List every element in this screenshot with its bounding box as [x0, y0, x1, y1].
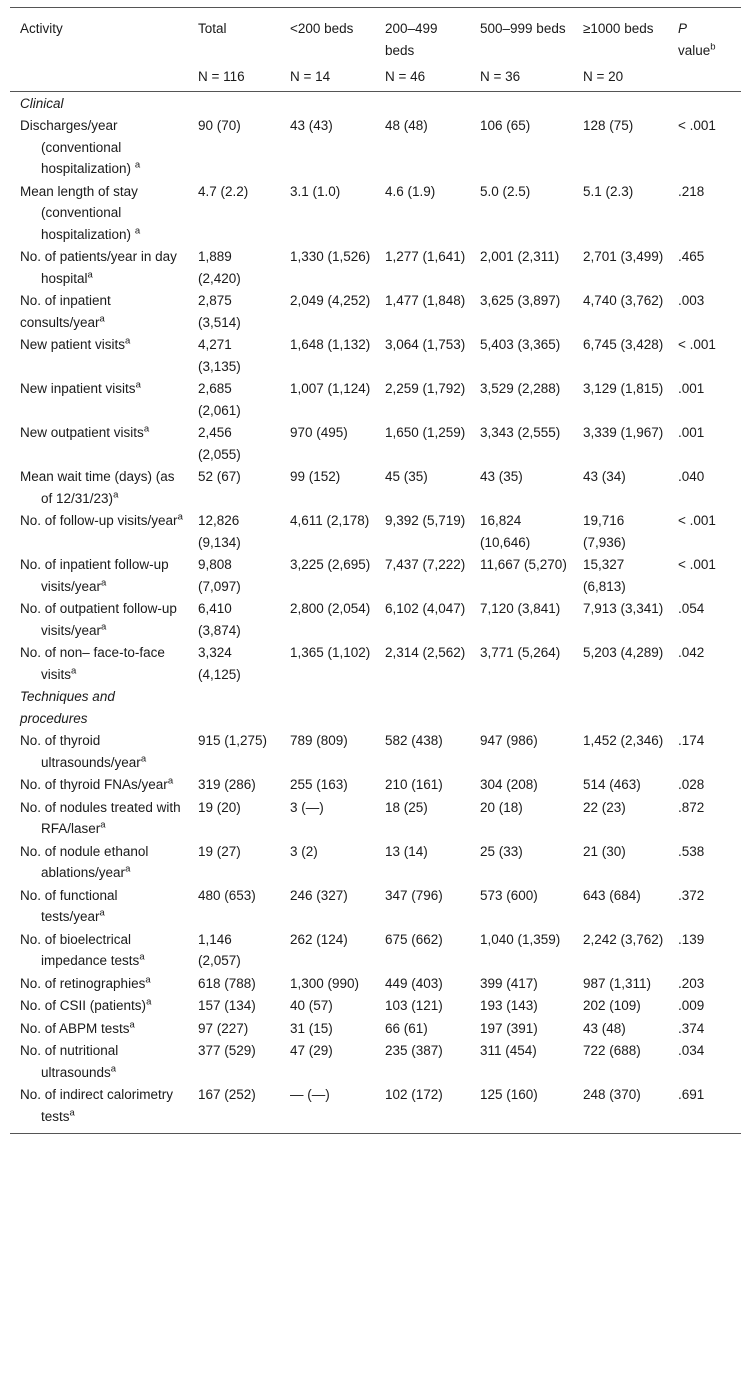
value-ge1000: 2,242 (3,762): [583, 931, 664, 947]
value-p: < .001: [678, 557, 716, 572]
value-200-499: 1,277 (1,641): [385, 249, 466, 264]
p-footnote-mark: b: [710, 41, 716, 52]
table-row: [10, 1039, 741, 1083]
value-ge1000: 987 (1,311): [583, 975, 652, 991]
activity-label-text: No. of patients/year in day hospital: [20, 249, 177, 286]
value-500-999: 5.0 (2.5): [480, 183, 531, 199]
value-ge1000: 3,129 (1,815): [583, 381, 664, 396]
value-500-999: 11,667 (5,270): [480, 557, 567, 572]
count-500-999: N = 36: [470, 66, 573, 91]
value-ge1000: 19,716 (7,936): [583, 513, 626, 550]
activity-label-text: No. of indirect calorimetry tests: [20, 1087, 174, 1124]
footnote-mark: a: [69, 1107, 75, 1118]
value-lt200: 3,225 (2,695): [290, 557, 371, 572]
header-lt200: <200 beds: [290, 21, 354, 36]
value-total: 52 (67): [198, 469, 241, 484]
value-200-499: 675 (662): [385, 931, 443, 947]
value-500-999: 20 (18): [480, 799, 523, 815]
value-500-999: 947 (986): [480, 733, 538, 748]
header-total: Total: [198, 21, 227, 36]
value-p: .040: [678, 469, 705, 484]
value-p: .465: [678, 249, 705, 264]
value-ge1000: 6,745 (3,428): [583, 337, 664, 352]
value-total: 97 (227): [198, 1020, 249, 1036]
footnote-mark: a: [87, 269, 93, 280]
footnote-mark: a: [146, 996, 152, 1008]
value-200-499: 9,392 (5,719): [385, 513, 466, 528]
activity-label-text: No. of thyroid ultrasounds/year: [20, 733, 141, 770]
value-500-999: 3,625 (3,897): [480, 293, 561, 308]
value-200-499: 2,314 (2,562): [385, 645, 466, 660]
section-empty-cell: [375, 685, 470, 729]
value-200-499: 18 (25): [385, 799, 428, 815]
value-p: .203: [678, 975, 705, 991]
value-200-499: 1,650 (1,259): [385, 425, 466, 440]
value-500-999: 16,824 (10,646): [480, 513, 531, 550]
section-empty-cell: [573, 91, 668, 114]
footnote-mark: a: [71, 665, 77, 676]
value-lt200: 1,648 (1,132): [290, 337, 371, 352]
value-ge1000: 514 (463): [583, 777, 641, 792]
value-p: .001: [678, 381, 705, 396]
value-ge1000: 202 (109): [583, 998, 641, 1013]
activity-label-text: Mean wait time (days) (as of 12/31/23): [20, 469, 175, 506]
value-200-499: 582 (438): [385, 733, 443, 748]
activity-label: [10, 421, 188, 465]
activity-label-text: New inpatient visits: [20, 381, 136, 396]
activity-label-text: No. of bioelectrical impedance tests: [20, 931, 140, 968]
count-row: [10, 66, 741, 91]
activity-label: [10, 509, 188, 553]
table-row: [10, 180, 741, 246]
value-total: 167 (252): [198, 1087, 256, 1102]
value-500-999: 1,040 (1,359): [480, 931, 561, 947]
activity-label: [10, 597, 188, 641]
value-lt200: 789 (809): [290, 733, 348, 748]
table-row: [10, 1083, 741, 1134]
value-total: 9,808 (7,097): [198, 557, 241, 594]
value-200-499: 210 (161): [385, 777, 443, 792]
activity-label: [10, 994, 188, 1017]
value-ge1000: 4,740 (3,762): [583, 293, 664, 308]
activity-label: [10, 1083, 188, 1134]
value-200-499: 7,437 (7,222): [385, 557, 466, 572]
value-200-499: 2,259 (1,792): [385, 381, 466, 396]
value-lt200: 99 (152): [290, 469, 341, 484]
value-total: 3,324 (4,125): [198, 645, 241, 682]
section-empty-cell: [668, 91, 741, 114]
value-500-999: 193 (143): [480, 998, 538, 1013]
section-empty-cell: [280, 685, 375, 729]
value-lt200: 3 (—): [290, 799, 324, 815]
footnote-mark: a: [110, 1063, 117, 1074]
value-ge1000: 2,701 (3,499): [583, 249, 664, 264]
header-activity: Activity: [20, 21, 63, 36]
value-lt200: 40 (57): [290, 998, 333, 1013]
value-lt200: 43 (43): [290, 118, 333, 133]
table-row: [10, 421, 741, 465]
activity-label: [10, 773, 188, 796]
activity-label-text: No. of nutritional ultrasounds: [20, 1043, 119, 1080]
value-total: 2,685 (2,061): [198, 381, 241, 418]
activity-label-text: No. of inpatient follow-up visits/year: [20, 557, 169, 594]
activity-label: [10, 465, 188, 509]
value-ge1000: 643 (684): [583, 887, 641, 903]
value-p: .218: [678, 183, 705, 199]
value-200-499: 3,064 (1,753): [385, 337, 466, 352]
section-empty-cell: [188, 91, 280, 114]
value-ge1000: 21 (30): [583, 843, 626, 859]
value-ge1000: 1,452 (2,346): [583, 733, 664, 748]
count-p-empty: [668, 66, 741, 91]
table-row: [10, 597, 741, 641]
activity-label: [10, 553, 188, 597]
value-p: .042: [678, 645, 705, 660]
value-total: 319 (286): [198, 777, 256, 792]
activity-label-text: No. of outpatient follow-up visits/year: [20, 601, 177, 638]
footnote-mark: a: [177, 511, 183, 523]
value-total: 4.7 (2.2): [198, 183, 249, 199]
activity-label-text: No. of inpatient consults/year: [20, 293, 111, 330]
value-500-999: 3,343 (2,555): [480, 425, 561, 440]
value-lt200: 47 (29): [290, 1043, 333, 1058]
value-total: 915 (1,275): [198, 733, 268, 748]
activity-label: [10, 1017, 188, 1040]
footnote-mark: a: [129, 1019, 135, 1030]
activity-table: [10, 7, 741, 1134]
value-500-999: 573 (600): [480, 887, 538, 903]
value-lt200: 2,800 (2,054): [290, 601, 371, 616]
value-200-499: 66 (61): [385, 1020, 428, 1036]
footnote-mark: a: [134, 225, 141, 236]
activity-label-text: No. of CSII (patients): [20, 998, 147, 1013]
value-total: 1,889 (2,420): [198, 249, 241, 286]
value-lt200: 1,330 (1,526): [290, 249, 371, 264]
footnote-mark: a: [101, 621, 107, 632]
value-total: 19 (27): [198, 843, 241, 859]
value-lt200: 31 (15): [290, 1020, 333, 1036]
p-rest: value: [678, 42, 711, 58]
value-total: 6,410 (3,874): [198, 601, 241, 638]
section-title: Techniques and procedures: [20, 689, 115, 726]
count-empty: [10, 66, 188, 91]
table-row: [10, 972, 741, 995]
table-row: [10, 796, 741, 840]
value-500-999: 304 (208): [480, 777, 538, 792]
section-title: Clinical: [20, 95, 64, 111]
count-lt200: N = 14: [280, 66, 375, 91]
value-p: .054: [678, 601, 705, 616]
footnote-mark: a: [100, 819, 106, 831]
section-row: [10, 91, 741, 114]
footnote-mark: a: [143, 423, 150, 435]
section-row: [10, 685, 741, 729]
value-200-499: 1,477 (1,848): [385, 293, 466, 308]
table-body: [10, 91, 741, 1134]
value-total: 2,875 (3,514): [198, 293, 241, 330]
section-empty-cell: [375, 91, 470, 114]
value-500-999: 7,120 (3,841): [480, 601, 561, 616]
value-200-499: 48 (48): [385, 118, 428, 133]
activity-label-text: No. of functional tests/year: [20, 887, 118, 924]
value-total: 12,826 (9,134): [198, 513, 241, 550]
footnote-mark: a: [167, 775, 174, 787]
value-200-499: 6,102 (4,047): [385, 601, 466, 616]
value-500-999: 106 (65): [480, 118, 531, 133]
table-row: [10, 773, 741, 796]
value-p: < .001: [678, 513, 716, 528]
value-p: .009: [678, 998, 705, 1013]
value-lt200: 2,049 (4,252): [290, 293, 371, 308]
activity-label: [10, 180, 188, 246]
activity-label: [10, 729, 188, 773]
activity-label-text: No. of thyroid FNAs/year: [20, 777, 168, 792]
footnote-mark: a: [101, 577, 107, 588]
table-row: [10, 729, 741, 773]
header-200-499: 200–499 beds: [385, 21, 438, 58]
activity-label: [10, 840, 188, 884]
activity-label: [10, 377, 188, 421]
header-p-value: [668, 8, 741, 67]
value-lt200: 970 (495): [290, 425, 348, 440]
section-empty-cell: [668, 685, 741, 729]
value-lt200: 255 (163): [290, 777, 348, 792]
value-500-999: 311 (454): [480, 1043, 537, 1058]
value-ge1000: 3,339 (1,967): [583, 425, 664, 440]
value-500-999: 2,001 (2,311): [480, 249, 560, 264]
value-500-999: 3,529 (2,288): [480, 381, 561, 396]
activity-label-text: Mean length of stay (conventional hospitalization): [20, 183, 138, 242]
value-lt200: 1,300 (990): [290, 975, 360, 991]
table-row: [10, 641, 741, 685]
footnote-mark: a: [125, 863, 131, 875]
value-total: 4,271 (3,135): [198, 337, 241, 374]
value-ge1000: 15,327 (6,813): [583, 557, 626, 594]
activity-label: [10, 1039, 188, 1083]
value-lt200: 4,611 (2,178): [290, 513, 370, 528]
footnote-mark: a: [99, 313, 105, 324]
value-500-999: 3,771 (5,264): [480, 645, 561, 660]
section-empty-cell: [573, 685, 668, 729]
table-row: [10, 884, 741, 928]
footnote-mark: a: [125, 335, 131, 347]
activity-label-text: No. of nodule ethanol ablations/year: [20, 843, 149, 880]
activity-label-text: No. of retinographies: [20, 975, 146, 991]
header-500-999: 500–999 beds: [480, 21, 566, 36]
p-label: P: [678, 21, 688, 36]
value-total: 19 (20): [198, 799, 241, 815]
header-ge1000: ≥1000 beds: [583, 21, 654, 36]
section-empty-cell: [188, 685, 280, 729]
count-total: N = 116: [188, 66, 280, 91]
value-ge1000: 43 (34): [583, 469, 626, 484]
footnote-mark: a: [140, 753, 147, 764]
value-500-999: 5,403 (3,365): [480, 337, 561, 352]
value-total: 480 (653): [198, 887, 256, 903]
value-lt200: 246 (327): [290, 887, 348, 903]
value-ge1000: 248 (370): [583, 1087, 641, 1102]
count-ge1000: N = 20: [573, 66, 668, 91]
activity-label: [10, 333, 188, 377]
value-lt200: 1,365 (1,102): [290, 645, 371, 660]
table-row: [10, 465, 741, 509]
activity-label: [10, 245, 188, 289]
table-row: [10, 840, 741, 884]
table-row: [10, 928, 741, 972]
activity-label: [10, 972, 188, 995]
table-row: [10, 994, 741, 1017]
value-ge1000: 22 (23): [583, 799, 626, 815]
value-p: .691: [678, 1087, 705, 1102]
table-row: [10, 1017, 741, 1040]
section-empty-cell: [470, 685, 573, 729]
footnote-mark: a: [113, 489, 119, 500]
value-total: 1,146 (2,057): [198, 931, 241, 968]
value-200-499: 13 (14): [385, 843, 428, 859]
value-p: .034: [678, 1043, 705, 1058]
value-p: < .001: [678, 118, 716, 133]
value-ge1000: 5,203 (4,289): [583, 645, 664, 660]
activity-label-text: No. of follow-up visits/year: [20, 513, 178, 528]
value-p: .001: [678, 425, 705, 440]
activity-label: [10, 114, 188, 180]
footnote-mark: a: [135, 379, 141, 391]
value-lt200: 262 (124): [290, 931, 348, 947]
table-row: [10, 509, 741, 553]
value-p: .538: [678, 843, 705, 859]
value-lt200: — (—): [290, 1087, 330, 1102]
value-500-999: 197 (391): [480, 1020, 538, 1036]
value-p: .003: [678, 293, 705, 308]
value-p: .139: [678, 931, 705, 947]
value-p: .174: [678, 733, 705, 748]
value-500-999: 25 (33): [480, 843, 523, 859]
value-500-999: 399 (417): [480, 975, 538, 991]
value-200-499: 45 (35): [385, 469, 428, 484]
value-total: 618 (788): [198, 975, 256, 991]
activity-label: [10, 796, 188, 840]
table-row: [10, 333, 741, 377]
value-ge1000: 128 (75): [583, 118, 634, 133]
activity-label-text: Discharges/year (conventional hospitalization): [20, 118, 135, 176]
activity-label-text: No. of ABPM tests: [20, 1020, 130, 1036]
value-500-999: 125 (160): [480, 1087, 538, 1102]
value-200-499: 102 (172): [385, 1087, 443, 1102]
count-200-499: N = 46: [375, 66, 470, 91]
value-lt200: 3 (2): [290, 843, 318, 859]
table-header: [10, 8, 741, 92]
value-200-499: 449 (403): [385, 975, 443, 991]
footnote-mark: a: [145, 974, 151, 985]
table-row: [10, 114, 741, 180]
value-lt200: 3.1 (1.0): [290, 183, 341, 199]
footnote-mark: a: [139, 951, 145, 963]
section-empty-cell: [470, 91, 573, 114]
table-row: [10, 377, 741, 421]
activity-label-text: No. of nodules treated with RFA/laser: [20, 799, 181, 836]
activity-label: [10, 884, 188, 928]
value-lt200: 1,007 (1,124): [290, 381, 371, 396]
value-ge1000: 7,913 (3,341): [583, 601, 664, 616]
value-ge1000: 722 (688): [583, 1043, 641, 1058]
value-p: .372: [678, 887, 705, 903]
footnote-mark: a: [99, 907, 105, 919]
table-row: [10, 289, 741, 333]
table-row: [10, 553, 741, 597]
value-p: < .001: [678, 337, 716, 352]
value-200-499: 103 (121): [385, 998, 443, 1013]
value-200-499: 4.6 (1.9): [385, 183, 436, 199]
value-p: .374: [678, 1020, 705, 1036]
value-total: 377 (529): [198, 1043, 256, 1058]
footnote-mark: a: [134, 159, 141, 171]
value-200-499: 347 (796): [385, 887, 443, 903]
value-500-999: 43 (35): [480, 469, 523, 484]
activity-label-text: New outpatient visits: [20, 425, 144, 440]
value-p: .028: [678, 777, 705, 792]
value-ge1000: 43 (48): [583, 1020, 626, 1036]
activity-label: [10, 289, 188, 333]
value-ge1000: 5.1 (2.3): [583, 183, 634, 199]
value-total: 2,456 (2,055): [198, 425, 241, 462]
value-p: .872: [678, 799, 705, 815]
value-total: 90 (70): [198, 118, 241, 133]
value-total: 157 (134): [198, 998, 256, 1013]
table-row: [10, 245, 741, 289]
activity-label: [10, 928, 188, 972]
header-row: [10, 8, 741, 67]
section-empty-cell: [280, 91, 375, 114]
activity-label: [10, 641, 188, 685]
value-200-499: 235 (387): [385, 1043, 443, 1058]
activity-label-text: New patient visits: [20, 337, 126, 352]
activity-label-text: No. of non– face-to-face visits: [20, 645, 165, 682]
